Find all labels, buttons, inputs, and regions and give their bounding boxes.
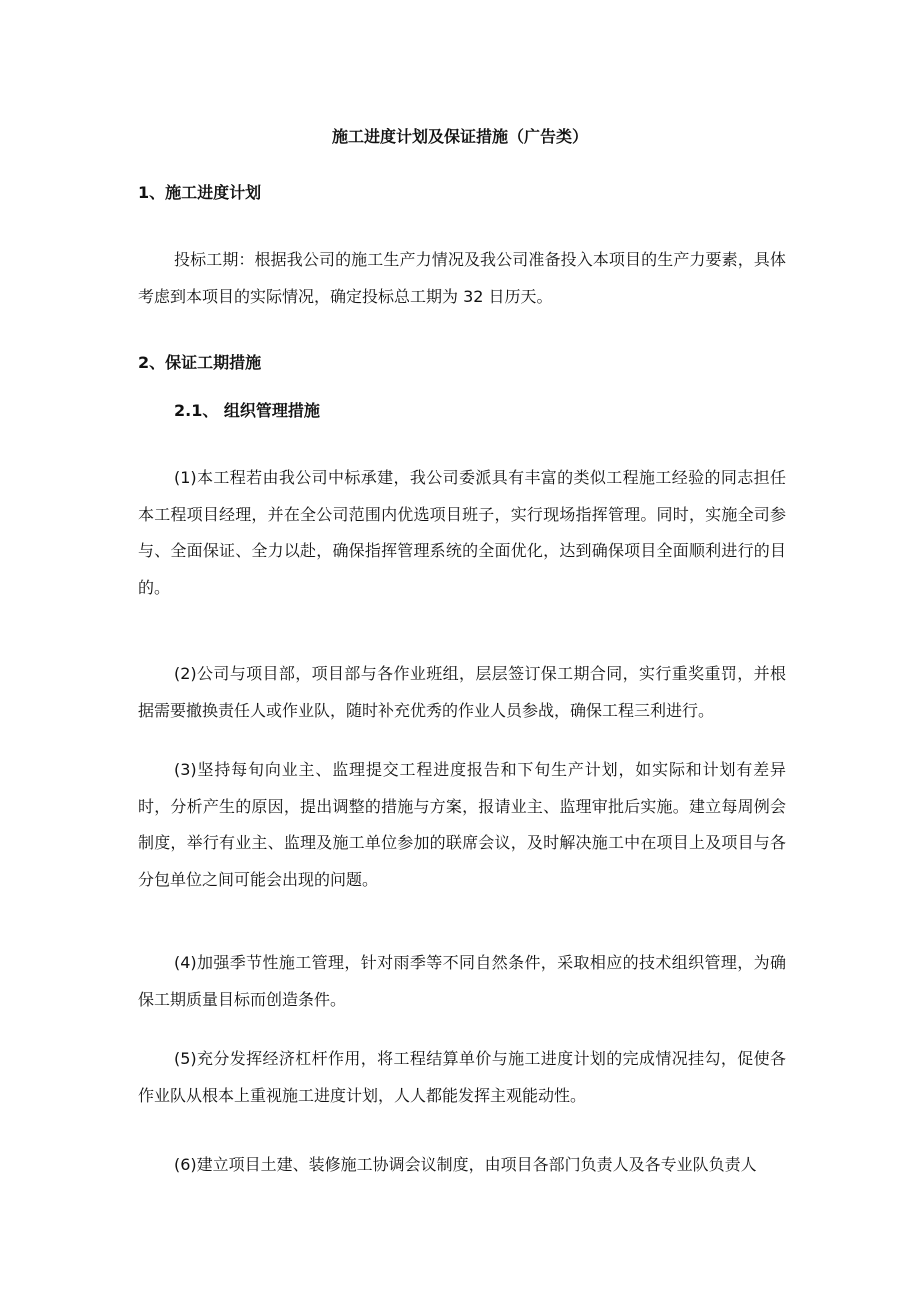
section-1-paragraph: 投标工期：根据我公司的施工生产力情况及我公司准备投入本项目的生产力要素，具体考虑到本项目的实际情况，确定投标总工期为 32 日历天。 [138,250,786,306]
section-2-heading: 2、保证工期措施 [138,353,262,372]
measure-item-2: (2)公司与项目部，项目部与各作业班组，层层签订保工期合同，实行重奖重罚，并根据需要撤换责任人或作业队，随时补充优秀的作业人员参战，确保工程三利进行。 [138,664,786,720]
measure-item-1: (1)本工程若由我公司中标承建，我公司委派具有丰富的类似工程施工经验的同志担任本工程项目经理，并在全公司范围内优选项目班子，实行现场指挥管理。同时，实施全司参与、全面保证、全力以赴，确保指挥管理系统的全面优化，达到确保项目全面顺利进行的目的。 [138,468,786,597]
subsection-2-1-heading: 2.1、 组织管理措施 [174,401,320,420]
document-title: 施工进度计划及保证措施（广告类） [331,127,588,146]
measure-item-5: (5)充分发挥经济杠杆作用，将工程结算单价与施工进度计划的完成情况挂勾，促使各作业队从根本上重视施工进度计划，人人都能发挥主观能动性。 [138,1049,786,1105]
measure-item-4: (4)加强季节性施工管理，针对雨季等不同自然条件，采取相应的技术组织管理，为确保工期质量目标而创造条件。 [138,953,786,1009]
measure-item-3: (3)坚持每旬向业主、监理提交工程进度报告和下旬生产计划，如实际和计划有差异时，分析产生的原因，提出调整的措施与方案，报请业主、监理审批后实施。建立每周例会制度，举行有业主、监理及施工单位参加的联席会议，及时解决施工中在项目上及项目与各分包单位之间可能会出现的问题。 [138,760,786,889]
measure-item-6: (6)建立项目土建、装修施工协调会议制度，由项目各部门负责人及各专业队负责人 [174,1155,757,1174]
section-1-heading: 1、施工进度计划 [138,183,262,202]
